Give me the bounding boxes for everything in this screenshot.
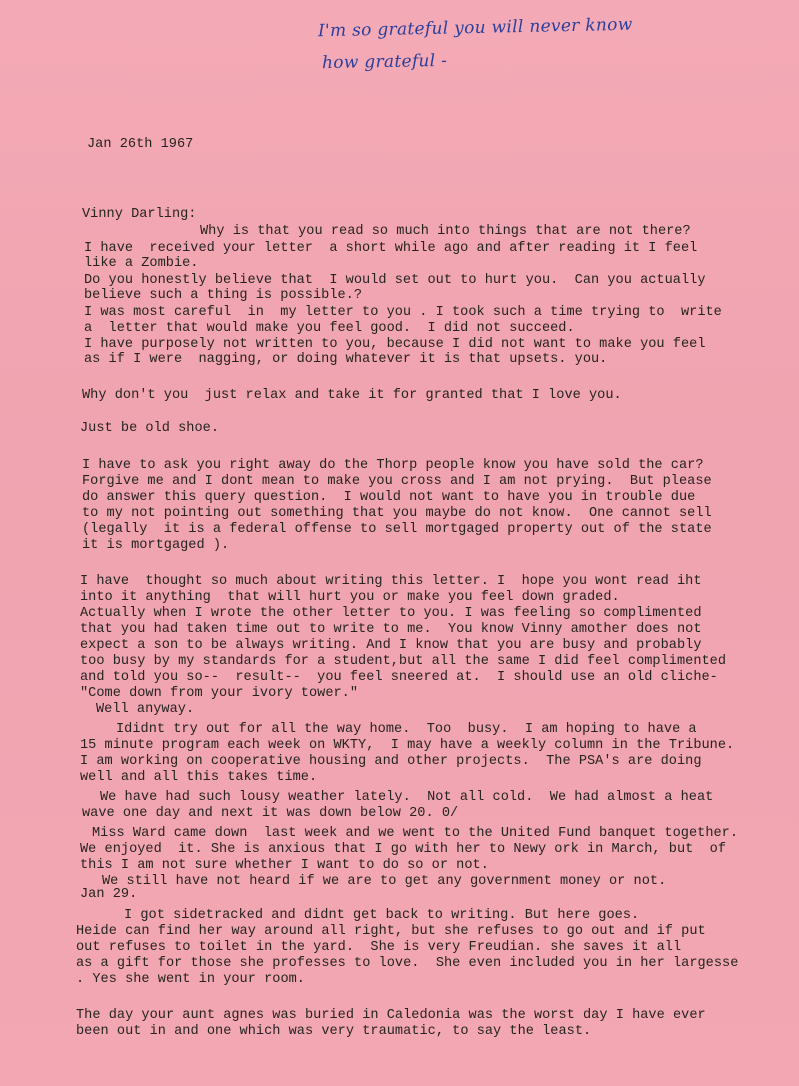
letter-line: to my not pointing out something that you maybe do not know. One cannot sell — [82, 506, 712, 521]
letter-line: too busy by my standards for a student,but all the same I did feel complimented — [80, 654, 727, 669]
letter-line: (legally it is a federal offense to sell mortgaged property out of the state — [82, 522, 712, 537]
letter-line: Jan 29. — [80, 887, 138, 902]
letter-line: been out in and one which was very traumatic, to say the least. — [76, 1024, 592, 1039]
letter-line: as if I were nagging, or doing whatever it is that upsets. you. — [84, 352, 608, 367]
letter-line: well and all this takes time. — [80, 770, 318, 785]
letter-line: . Yes she went in your room. — [76, 972, 305, 987]
letter-line: I am working on cooperative housing and other projects. The PSA's are doing — [80, 754, 702, 769]
letter-line: out refuses to toilet in the yard. She is very Freudian. she saves it all — [76, 940, 682, 955]
letter-line: Well anyway. — [96, 702, 195, 717]
letter-line: Why is that you read so much into things that are not there? — [200, 224, 691, 239]
letter-line: We enjoyed it. She is anxious that I go with her to Newy ork in March, but of — [80, 842, 727, 857]
letter-line: 15 minute program each week on WKTY, I may have a weekly column in the Tribune. — [80, 738, 735, 753]
letter-line: do answer this query question. I would not want to have you in trouble due — [82, 490, 696, 505]
letter-line: I got sidetracked and didnt get back to writing. But here goes. — [124, 908, 640, 923]
letter-salutation: Vinny Darling: — [82, 207, 197, 222]
letter-date: Jan 26th 1967 — [87, 137, 194, 152]
handwritten-note-line-1: I'm so grateful you will never know — [317, 14, 633, 42]
letter-line: wave one day and next it was down below 20. 0/ — [82, 806, 459, 821]
letter-line: Miss Ward came down last week and we went to the United Fund banquet together. — [92, 826, 739, 841]
letter-line: We have had such lousy weather lately. Not all cold. We had almost a heat — [100, 790, 714, 805]
letter-line: I was most careful in my letter to you . I took such a time trying to write — [84, 305, 722, 320]
letter-line: "Come down from your ivory tower." — [80, 686, 359, 701]
letter-line: Ididnt try out for all the way home. Too busy. I am hoping to have a — [116, 722, 697, 737]
letter-line: it is mortgaged ). — [82, 538, 230, 553]
letter-line: believe such a thing is possible.? — [84, 288, 363, 303]
letter-line: Do you honestly believe that I would set out to hurt you. Can you actually — [84, 273, 706, 288]
letter-line: Heide can find her way around all right, but she refuses to go out and if put — [76, 924, 706, 939]
letter-line: I have purposely not written to you, because I did not want to make you feel — [84, 337, 706, 352]
letter-line: I have thought so much about writing this letter. I hope you wont read iht — [80, 574, 702, 589]
letter-line: I have received your letter a short while ago and after reading it I feel — [84, 241, 698, 256]
handwritten-note-line-2: how grateful - — [321, 50, 448, 74]
letter-line: this I am not sure whether I want to do so or not. — [80, 858, 489, 873]
letter-line: We still have not heard if we are to get any government money or not. — [102, 874, 667, 889]
letter-line: The day your aunt agnes was buried in Caledonia was the worst day I have ever — [76, 1008, 706, 1023]
letter-line: as a gift for those she professes to love. She even included you in her largesse — [76, 956, 739, 971]
letter-line: a letter that would make you feel good. I did not succeed. — [84, 321, 575, 336]
letter-line: that you had taken time out to write to me. You know Vinny amother does not — [80, 622, 702, 637]
letter-line: Actually when I wrote the other letter to you. I was feeling so complimented — [80, 606, 702, 621]
letter-line: expect a son to be always writing. And I know that you are busy and probably — [80, 638, 702, 653]
letter-line: Why don't you just relax and take it for granted that I love you. — [82, 388, 622, 403]
letter-line: and told you so-- result-- you feel sneered at. I should use an old cliche- — [80, 670, 718, 685]
letter-line: like a Zombie. — [84, 256, 199, 271]
letter-line: Just be old shoe. — [80, 421, 220, 436]
letter-line: I have to ask you right away do the Thorp people know you have sold the car? — [82, 458, 704, 473]
letter-line: Forgive me and I dont mean to make you cross and I am not prying. But please — [82, 474, 712, 489]
letter-line: into it anything that will hurt you or make you feel down graded. — [80, 590, 620, 605]
